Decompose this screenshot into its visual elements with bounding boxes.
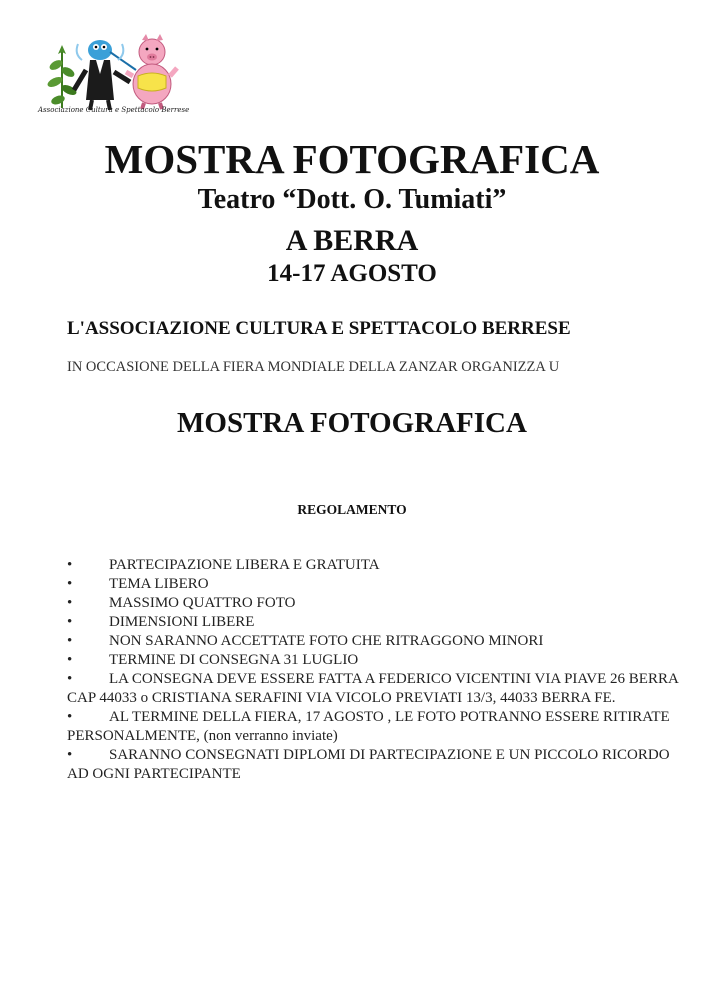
list-item: • MASSIMO QUATTRO FOTO bbox=[67, 595, 296, 611]
dates-line: 14-17 AGOSTO bbox=[267, 260, 437, 287]
plant-icon bbox=[46, 45, 78, 108]
bullet: • bbox=[67, 652, 73, 668]
rules-list bbox=[67, 556, 687, 784]
list-item: • TEMA LIBERO bbox=[67, 576, 209, 592]
list-item: • LA CONSEGNA DEVE ESSERE FATTA A FEDERICO VICENTINI VIA PIAVE 26 BERRA CAP 44033 o CRISTIANA SERAFINI VIA VICOLO PREVIATI 13/3, 44033 BERRA FE. bbox=[67, 671, 678, 706]
list-item: • TERMINE DI CONSEGNA 31 LUGLIO bbox=[67, 652, 359, 668]
venue-line: Teatro “Dott. O. Tumiati” bbox=[197, 184, 507, 215]
bullet: • bbox=[67, 614, 73, 630]
list-item: • NON SARANNO ACCETTATE FOTO CHE RITRAGGONO MINORI bbox=[67, 633, 544, 649]
pig-character-icon bbox=[126, 34, 177, 109]
list-item: • DIMENSIONI LIBERE bbox=[67, 614, 255, 630]
page-title: MOSTRA FOTOGRAFICA bbox=[104, 136, 600, 182]
list-item: • PARTECIPAZIONE LIBERA E GRATUITA bbox=[67, 557, 380, 573]
bullet: • bbox=[67, 595, 73, 611]
subtitle: MOSTRA FOTOGRAFICA bbox=[177, 407, 527, 439]
bullet: • bbox=[67, 709, 73, 725]
list-item: • SARANNO CONSEGNATI DIPLOMI DI PARTECIPAZIONE E UN PICCOLO RICORDO AD OGNI PARTECIPANTE bbox=[67, 747, 670, 782]
bullet: • bbox=[67, 633, 73, 649]
logo-caption: Associazione Cultura e Spettacolo Berrese bbox=[38, 106, 190, 114]
bullet: • bbox=[67, 747, 73, 763]
list-item: • AL TERMINE DELLA FIERA, 17 AGOSTO , LE FOTO POTRANNO ESSERE RITIRATE PERSONALMENTE, (non verranno inviate) bbox=[67, 709, 670, 744]
association-name: L'ASSOCIAZIONE CULTURA E SPETTACOLO BERRESE bbox=[67, 318, 571, 339]
city-line: A BERRA bbox=[285, 224, 419, 257]
occasion-text: IN OCCASIONE DELLA FIERA MONDIALE DELLA ZANZAR ORGANIZZA U bbox=[67, 359, 560, 375]
bullet: • bbox=[67, 576, 73, 592]
bullet: • bbox=[67, 671, 73, 687]
rules-heading: REGOLAMENTO bbox=[297, 502, 407, 517]
bullet: • bbox=[67, 557, 73, 573]
